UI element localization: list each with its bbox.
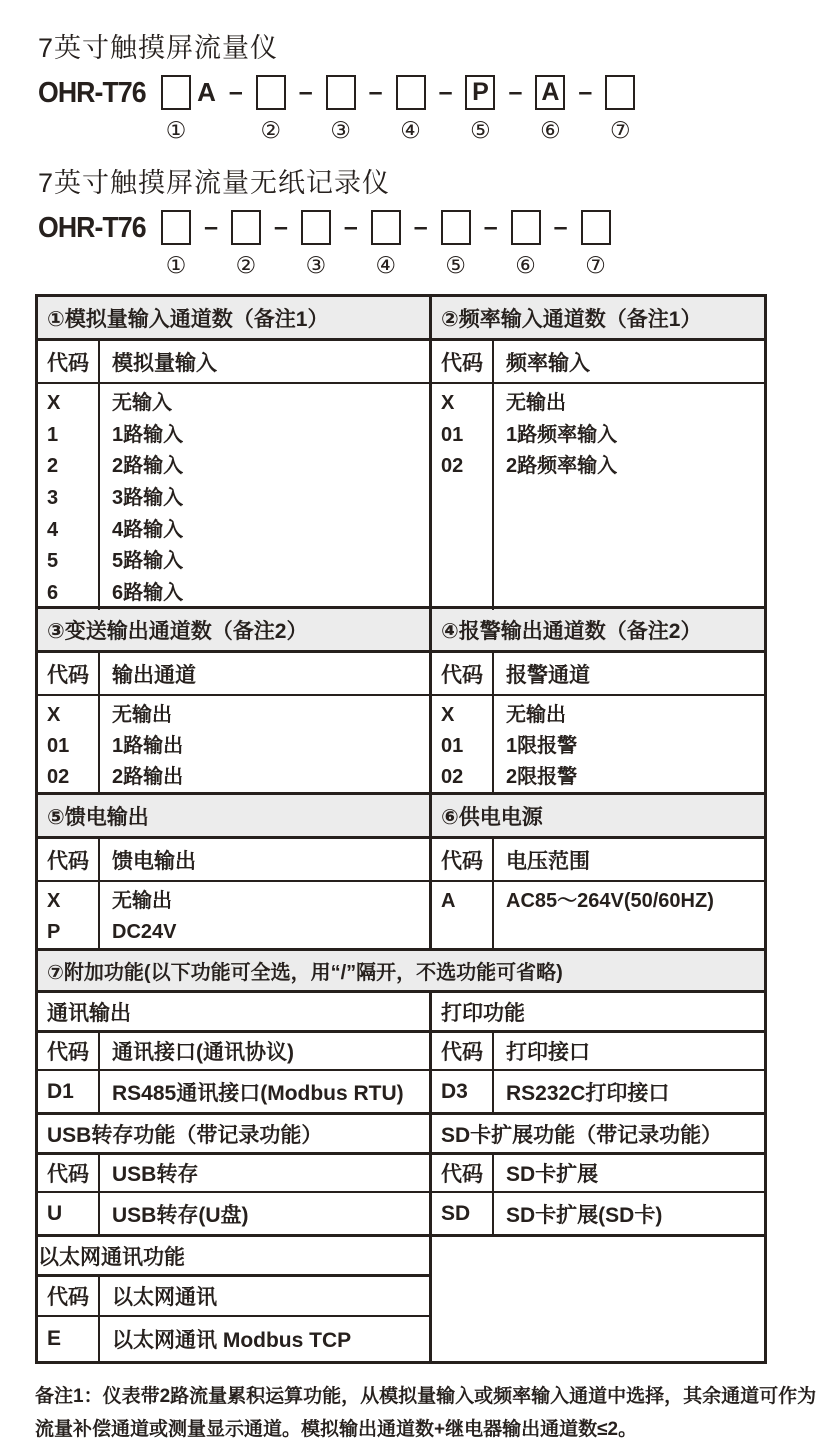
code-list (432, 696, 494, 793)
desc-list (100, 696, 432, 793)
desc-value: RS485通讯接口(Modbus RTU) (100, 1071, 432, 1112)
desc-value: 2限报警 (506, 766, 578, 788)
code-column-label: 代码 (38, 1033, 100, 1069)
position-number-6: ⑥ (540, 117, 561, 143)
model-slot-3 (301, 210, 331, 278)
model-slot-1 (161, 210, 191, 278)
group-comm-print (38, 993, 764, 1115)
code-value: X (47, 890, 61, 912)
code-value: E (38, 1317, 100, 1361)
code-column-label: 代码 (38, 341, 100, 382)
code-column-label: 代码 (432, 839, 494, 880)
desc-value: 1路频率输入 (506, 423, 618, 446)
desc-list (100, 882, 432, 948)
position-number-2: ② (235, 252, 257, 278)
position-number-5: ⑤ (470, 117, 491, 143)
code-column-label: 代码 (432, 1033, 494, 1069)
model-dash: – (438, 78, 453, 106)
position-number-3: ③ (330, 117, 351, 143)
desc-list (100, 384, 432, 610)
model-dash: – (273, 213, 288, 241)
desc-value: 5路输入 (112, 550, 184, 573)
desc-column-label: 打印接口 (506, 1041, 590, 1064)
desc-column-label: 电压范围 (506, 849, 590, 873)
code-column-label: 代码 (432, 1155, 494, 1191)
group-title: 以太网通讯功能 (38, 1237, 432, 1277)
group-title: 打印功能 (441, 1001, 525, 1025)
section3-right-header: ⑥供电电源 (441, 805, 543, 829)
fixed-code-letter: A (197, 77, 216, 107)
model-box-4 (396, 75, 426, 110)
code-value: U (38, 1193, 100, 1234)
code-value: 01 (441, 423, 464, 446)
position-number-1: ① (165, 252, 187, 278)
code-list (432, 882, 494, 948)
empty-cell (432, 1237, 764, 1361)
model-slot-2 (256, 75, 286, 143)
position-number-5: ⑤ (445, 252, 467, 278)
desc-column-label: 模拟量输入 (100, 341, 432, 382)
model-dash: – (368, 78, 383, 106)
position-number-7: ⑦ (609, 117, 631, 143)
model-slot-7 (605, 75, 635, 143)
model-slot-1 (161, 75, 191, 143)
desc-value: USB转存(U盘) (100, 1193, 432, 1234)
model-box-6: A (535, 75, 565, 110)
position-number-7: ⑦ (585, 252, 606, 278)
product1-model-code-line (38, 75, 790, 143)
code-value: D1 (38, 1071, 100, 1112)
group-title: USB转存功能（带记录功能） (38, 1115, 432, 1152)
product2-title: 7英寸触摸屏流量无纸记录仪 (38, 168, 391, 198)
desc-value: 2路输出 (112, 766, 184, 788)
model-box-5: P (465, 75, 495, 110)
code-list (38, 882, 100, 948)
model-slot-2 (231, 210, 261, 278)
code-column-label: 代码 (432, 653, 494, 694)
desc-value: 3路输入 (112, 487, 184, 510)
desc-list (494, 696, 764, 793)
desc-column-label: 输出通道 (100, 653, 432, 694)
code-value: X (47, 704, 61, 726)
desc-column-label: 通讯接口(通讯协议) (100, 1033, 432, 1069)
code-list (38, 696, 100, 793)
section1-left-header: ①模拟量输入通道数（备注1） (38, 297, 432, 338)
model-prefix: OHR-T76 (38, 212, 146, 244)
desc-column-label: 馈电输出 (100, 839, 432, 880)
desc-value: 6路输入 (112, 582, 184, 605)
desc-value: RS232C打印接口 (506, 1081, 670, 1105)
desc-value: SD卡扩展(SD卡) (506, 1203, 663, 1227)
model-box-3 (326, 75, 356, 110)
position-number-4: ④ (375, 252, 397, 278)
code-column-label: 代码 (38, 839, 100, 880)
code-value: 02 (441, 455, 464, 478)
desc-value: 无输出 (506, 704, 566, 726)
code-value: 5 (47, 550, 59, 573)
desc-list (494, 882, 764, 948)
desc-value: 以太网通讯 Modbus TCP (100, 1317, 432, 1361)
code-list (432, 384, 494, 610)
code-value: 01 (441, 735, 464, 757)
desc-value: DC24V (112, 921, 177, 943)
model-box-7 (605, 75, 635, 110)
desc-column-label: 以太网通讯 (100, 1277, 432, 1317)
model-slot-7 (581, 210, 611, 278)
model-box-5 (441, 210, 471, 245)
code-value: 6 (47, 582, 59, 605)
model-box-7 (581, 210, 611, 245)
model-dash: – (343, 213, 358, 241)
desc-column-label: 报警通道 (506, 663, 590, 687)
section-transmit-alarm (38, 609, 764, 795)
section7-header: ⑦附加功能(以下功能可全选，用“/”隔开，不选功能可省略) (38, 951, 764, 993)
desc-value: AC85～264V(50/60HZ) (506, 890, 714, 912)
desc-column-label: USB转存 (100, 1155, 432, 1191)
desc-value: 4路输入 (112, 518, 184, 541)
code-value: D3 (432, 1071, 494, 1112)
section1-right-header: ②频率输入通道数（备注1） (441, 307, 702, 331)
model-slot-5 (465, 75, 495, 143)
model-dash: – (413, 213, 428, 241)
model-dash: – (553, 213, 568, 241)
model-slot-5 (441, 210, 471, 278)
model-slot-4 (396, 75, 426, 143)
model-prefix: OHR-T76 (38, 77, 146, 109)
code-list (38, 384, 100, 610)
section-analog-frequency (38, 297, 764, 609)
code-column-label: 代码 (38, 1277, 100, 1317)
code-value: X (47, 392, 61, 414)
model-box-4 (371, 210, 401, 245)
code-value: 2 (47, 455, 59, 478)
model-slot-6 (511, 210, 541, 278)
desc-value: 2路频率输入 (506, 455, 618, 478)
model-dash: – (483, 213, 498, 241)
model-slot-6 (535, 75, 565, 143)
section2-right-header: ④报警输出通道数（备注2） (441, 619, 702, 643)
model-box-3 (301, 210, 331, 245)
footnote (35, 1380, 816, 1446)
group-title: SD卡扩展功能（带记录功能） (441, 1123, 723, 1147)
model-box-1 (161, 75, 191, 110)
code-value: 01 (47, 735, 70, 757)
model-dash: – (508, 78, 523, 106)
code-value: P (47, 921, 61, 943)
group-ethernet (38, 1237, 764, 1361)
desc-value: 2路输入 (112, 455, 184, 478)
code-value: X (441, 392, 455, 414)
position-number-4: ④ (400, 117, 421, 143)
code-value: 3 (47, 487, 59, 510)
footnote-line-2: 流量补偿通道或测量显示通道。模拟输出通道数+继电器输出通道数≤2。 (35, 1419, 638, 1440)
desc-value: 无输入 (112, 392, 172, 414)
model-dash: – (298, 78, 313, 106)
code-value: A (441, 890, 456, 912)
code-value: 02 (47, 766, 70, 788)
footnote-line-1: 备注1：仪表带2路流量累积运算功能，从模拟量输入或频率输入通道中选择，其余通道可作为 (35, 1386, 816, 1407)
desc-value: 1路输出 (112, 735, 184, 757)
code-value: SD (432, 1193, 494, 1234)
position-number-1: ① (165, 117, 187, 143)
model-dash: – (228, 78, 243, 106)
code-value: 4 (47, 518, 59, 541)
model-dash: – (578, 78, 593, 106)
product1-title: 7英寸触摸屏流量仪 (38, 33, 279, 63)
desc-column-label: SD卡扩展 (506, 1163, 599, 1186)
position-number-3: ③ (305, 252, 327, 278)
desc-value: 1限报警 (506, 735, 578, 757)
model-box-2 (231, 210, 261, 245)
model-slot-3 (326, 75, 356, 143)
section3-left-header: ⑤馈电输出 (38, 795, 432, 836)
desc-list (494, 384, 764, 610)
code-column-label: 代码 (432, 341, 494, 382)
group-usb-sd (38, 1115, 764, 1237)
code-value: 1 (47, 423, 59, 446)
desc-value: 1路输入 (112, 423, 184, 446)
model-dash: – (204, 213, 218, 241)
code-value: 02 (441, 766, 464, 788)
code-column-label: 代码 (38, 653, 100, 694)
model-box-1 (161, 210, 191, 245)
desc-column-label: 频率输入 (506, 351, 590, 375)
position-number-6: ⑥ (515, 252, 536, 278)
model-box-6 (511, 210, 541, 245)
code-column-label: 代码 (38, 1155, 100, 1191)
product2-model-code-line (38, 210, 790, 278)
desc-value: 无输出 (506, 392, 566, 414)
position-number-2: ② (260, 117, 282, 143)
group-title: 通讯输出 (38, 993, 432, 1030)
section-power (38, 795, 764, 951)
desc-value: 无输出 (112, 704, 172, 726)
model-slot-4 (371, 210, 401, 278)
section2-left-header: ③变送输出通道数（备注2） (38, 609, 432, 650)
code-value: X (441, 704, 455, 726)
ordering-spec-table (35, 294, 767, 1364)
desc-value: 无输出 (112, 890, 172, 912)
model-box-2 (256, 75, 286, 110)
